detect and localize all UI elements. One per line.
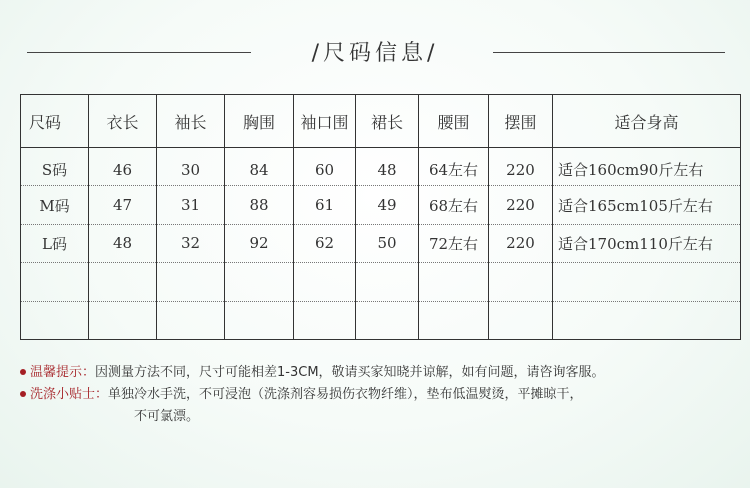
- cell-size: M码: [21, 186, 89, 224]
- note-wash-label: 洗涤小贴士：: [30, 387, 109, 402]
- cell-empty: [553, 263, 741, 301]
- table-row: [21, 263, 741, 301]
- cell-waist: 72左右: [419, 224, 489, 262]
- cell-empty: [419, 263, 489, 301]
- title-rule-left: [27, 52, 251, 53]
- cell-length: 47: [89, 186, 157, 224]
- table-row: [21, 301, 741, 339]
- header-cuff: 袖口围: [294, 95, 356, 148]
- cell-empty: [225, 263, 294, 301]
- cell-empty: [225, 301, 294, 339]
- bullet-dot-icon: [20, 369, 26, 375]
- cell-fit-height: 适合165cm105斤左右: [553, 186, 741, 224]
- note-wash: [20, 384, 605, 406]
- cell-empty: [294, 263, 356, 301]
- header-skirt-length: 裙长: [356, 95, 419, 148]
- cell-cuff: 61: [294, 186, 356, 224]
- size-table: [20, 94, 741, 340]
- cell-length: 48: [89, 224, 157, 262]
- table-row: [21, 148, 741, 186]
- cell-empty: [419, 301, 489, 339]
- cell-skirt-length: 50: [356, 224, 419, 262]
- header-sleeve: 袖长: [157, 95, 225, 148]
- title-rule-right: [493, 52, 725, 53]
- cell-empty: [89, 301, 157, 339]
- table-row: [21, 224, 741, 262]
- cell-size: S码: [21, 148, 89, 186]
- cell-empty: [294, 301, 356, 339]
- cell-fit-height: 适合170cm110斤左右: [553, 224, 741, 262]
- cell-empty: [356, 263, 419, 301]
- cell-sleeve: 31: [157, 186, 225, 224]
- note-tip: [20, 362, 605, 384]
- cell-skirt-length: 48: [356, 148, 419, 186]
- cell-fit-height: 适合160cm90斤左右: [553, 148, 741, 186]
- cell-cuff: 62: [294, 224, 356, 262]
- cell-waist: 64左右: [419, 148, 489, 186]
- note-tip-text: 因测量方法不同，尺寸可能相差1-3CM，敬请买家知晓并谅解，如有问题，请咨询客服。: [95, 365, 605, 380]
- cell-empty: [553, 301, 741, 339]
- cell-empty: [489, 301, 553, 339]
- cell-empty: [356, 301, 419, 339]
- note-wash-continuation: 不可氯漂。: [134, 409, 200, 424]
- header-size: 尺码: [21, 95, 89, 148]
- cell-hem: 220: [489, 148, 553, 186]
- cell-size: L码: [21, 224, 89, 262]
- cell-sleeve: 30: [157, 148, 225, 186]
- cell-cuff: 60: [294, 148, 356, 186]
- cell-empty: [21, 301, 89, 339]
- header-waist: 腰围: [419, 95, 489, 148]
- cell-empty: [157, 301, 225, 339]
- cell-empty: [157, 263, 225, 301]
- cell-hem: 220: [489, 186, 553, 224]
- header-length: 衣长: [89, 95, 157, 148]
- cell-skirt-length: 49: [356, 186, 419, 224]
- table-row: [21, 186, 741, 224]
- bullet-dot-icon: [20, 391, 26, 397]
- cell-waist: 68左右: [419, 186, 489, 224]
- cell-chest: 84: [225, 148, 294, 186]
- note-wash-text: 单独冷水手洗，不可浸泡（洗涤剂容易损伤衣物纤维），垫布低温熨烫，平摊晾干，: [108, 387, 583, 402]
- header-fit-height: 适合身高: [553, 95, 741, 148]
- cell-empty: [489, 263, 553, 301]
- page-title: /尺码信息/: [311, 41, 439, 66]
- table-header-row: [21, 95, 741, 148]
- header-hem: 摆围: [489, 95, 553, 148]
- notes-section: [20, 362, 605, 428]
- cell-empty: [89, 263, 157, 301]
- cell-hem: 220: [489, 224, 553, 262]
- cell-chest: 88: [225, 186, 294, 224]
- cell-length: 46: [89, 148, 157, 186]
- cell-sleeve: 32: [157, 224, 225, 262]
- cell-chest: 92: [225, 224, 294, 262]
- cell-empty: [21, 263, 89, 301]
- header-chest: 胸围: [225, 95, 294, 148]
- note-tip-label: 温馨提示：: [30, 365, 96, 380]
